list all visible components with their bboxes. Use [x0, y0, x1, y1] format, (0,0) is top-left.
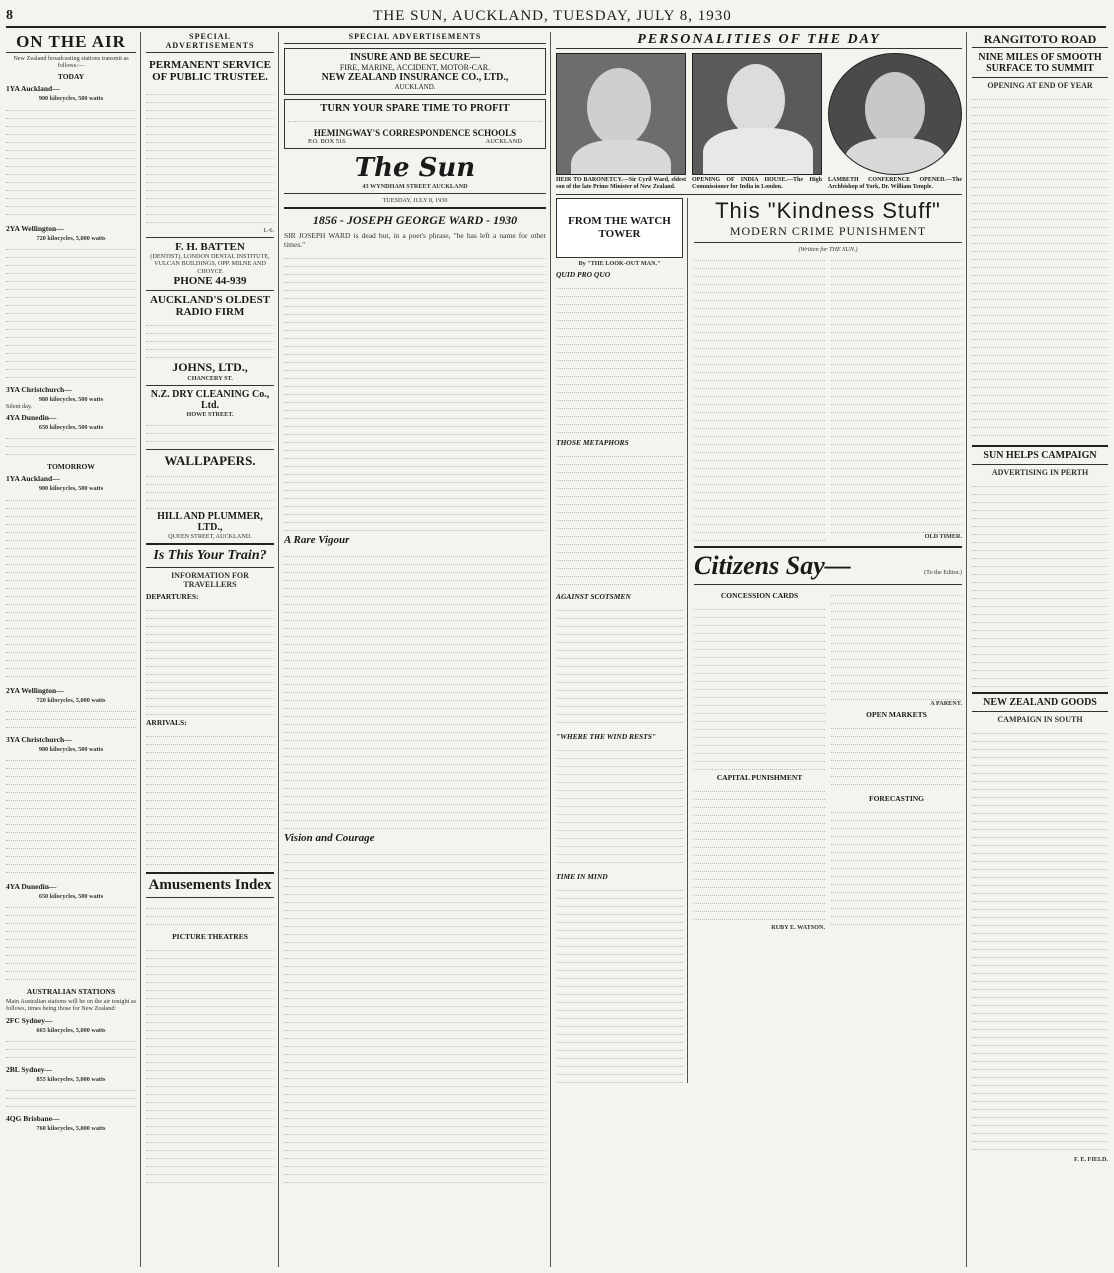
letter-body [831, 721, 962, 791]
kindness-body [831, 253, 962, 533]
watch-tower-logo [556, 198, 683, 258]
station-name: 2YA Wellington— [6, 685, 64, 695]
special-ads-header: SPECIAL ADVERTISEMENTS [146, 32, 274, 53]
arrivals-heading: ARRIVALS: [146, 718, 187, 728]
insurance-line: INSURE AND BE SECURE— [349, 52, 481, 63]
station-name: 4YA Dunedin— [6, 413, 57, 423]
station-name: 1YA Auckland— [6, 84, 60, 94]
train-subtitle: INFORMATION FOR TRAVELLERS [171, 571, 249, 590]
column-item-body [556, 281, 683, 435]
news-body [972, 479, 1108, 689]
citizens-headline: Citizens Say— [694, 551, 851, 581]
station-name: 4YA Dunedin— [6, 882, 57, 892]
ad-drycleaning-name: N.Z. DRY CLEANING Co., Ltd. [150, 389, 270, 412]
portrait-photo [828, 53, 962, 175]
station-freq: 900 kilocycles, 500 watts [38, 485, 104, 493]
programme-text [6, 493, 136, 683]
subhead-vision: Vision and Courage [284, 832, 375, 845]
station-name: 2YA Wellington— [6, 223, 64, 233]
column-item-body [556, 743, 683, 869]
arrivals-list [146, 729, 274, 869]
ad-wallpapers-addr: QUEEN STREET, AUCKLAND. [168, 533, 252, 541]
corr-box: P.O. BOX 516 [308, 138, 346, 145]
logo-date: TUESDAY, JULY 8, 1930 [382, 197, 448, 205]
programme-text [6, 242, 136, 382]
photo-caption: OPENING OF INDIA HOUSE.—The High Commissioner for India in London. [692, 177, 822, 190]
section-heading: ON THE AIR [6, 32, 136, 53]
theatres-list [146, 943, 274, 1183]
australian-heading: AUSTRALIAN STATIONS [26, 987, 116, 997]
column-rule [140, 32, 141, 1267]
station-freq: 760 kilocycles, 5,000 watts [36, 1125, 106, 1133]
station-freq: 980 kilocycles, 500 watts [38, 745, 104, 753]
letter-heading: CAPITAL PUNISHMENT [716, 773, 803, 783]
logo-address: 43 WYNDHAM STREET AUCKLAND [362, 183, 468, 190]
ad-wallpapers-title: WALLPAPERS. [164, 453, 256, 469]
letter-heading: FORECASTING [868, 794, 924, 804]
correspondence-ad [284, 99, 546, 149]
subhead-rare-vigour: A Rare Vigour [284, 534, 350, 547]
special-ads-header: SPECIAL ADVERTISEMENTS [284, 32, 546, 44]
corr-city: AUCKLAND [485, 138, 522, 145]
programme-text [6, 900, 136, 984]
news-body [972, 726, 1108, 1156]
kindness-subhead: MODERN CRIME PUNISHMENT [729, 224, 927, 238]
station-freq: 650 kilocycles, 500 watts [38, 893, 104, 901]
ad-batten-phone: PHONE 44-939 [173, 274, 247, 287]
column-special-ads [146, 32, 274, 1267]
station-freq: 855 kilocycles, 5,000 watts [36, 1075, 106, 1083]
programme-text [6, 1083, 136, 1111]
letter-body [694, 784, 825, 924]
ad-public-trustee-title: PERMANENT SERVICE OF PUBLIC TRUSTEE. [149, 59, 271, 83]
programme-text [6, 704, 136, 732]
station-freq: 720 kilocycles, 5,000 watts [36, 234, 106, 242]
ad-drycleaning-street: HOWE STREET. [186, 411, 234, 419]
amusements-list [146, 901, 274, 929]
intro-text: New Zealand broadcasting stations transmit as follows:— [13, 55, 129, 70]
kindness-headline: This "Kindness Stuff" [715, 198, 941, 223]
news-subhead: OPENING AT END OF YEAR [987, 81, 1093, 90]
station-name: 4QG Brisbane— [6, 1114, 60, 1124]
ad-body [146, 318, 274, 360]
ad-body [146, 87, 274, 227]
column-item-heading: THOSE METAPHORS [556, 438, 629, 448]
kindness-body [694, 253, 825, 543]
news-heading: RANGITOTO ROAD [972, 32, 1108, 48]
masthead-title: THE SUN, AUCKLAND, TUESDAY, JULY 8, 1930 [373, 7, 732, 24]
station-name: 3YA Christchurch— [6, 384, 72, 394]
insurance-line: AUCKLAND. [394, 83, 436, 91]
news-signature: F. E. FIELD. [1074, 1156, 1108, 1163]
editorial-body [284, 847, 546, 1187]
station-freq: 980 kilocycles, 500 watts [38, 395, 104, 403]
ad-batten-sub: (DENTIST), LONDON DENTAL INSTITUTE, VULCAN BUILDINGS, OPP. MILNE AND CHOYCE [150, 253, 270, 275]
station-name: 2FC Sydney— [6, 1015, 53, 1025]
letter-body [694, 602, 825, 770]
programme-text [6, 103, 136, 221]
corr-line: TURN YOUR SPARE TIME TO PROFIT [320, 103, 510, 114]
news-heading: SUN HELPS CAMPAIGN [983, 450, 1097, 461]
citizens-sub: (To the Editor.) [924, 569, 962, 577]
column-on-the-air [6, 32, 136, 1267]
train-title: Is This Your Train? [153, 548, 267, 564]
station-name: 3YA Christchurch— [6, 734, 72, 744]
today-heading: TODAY [57, 72, 85, 82]
insurance-ad [284, 48, 546, 95]
ad-radio-street: CHANCERY ST. [187, 374, 233, 382]
column-personalities [556, 32, 962, 1267]
amusements-title: Amusements Index [148, 877, 272, 894]
letter-signature: A PARENT. [930, 700, 962, 708]
ad-radio-firm: JOHNS, LTD., [172, 359, 248, 374]
watch-tower-byline: By "THE LOOK-OUT MAN." [578, 260, 661, 267]
letter-heading: CONCESSION CARDS [720, 591, 799, 601]
news-heading: NEW ZEALAND GOODS [983, 697, 1097, 708]
station-freq: 665 kilocycles, 5,000 watts [36, 1026, 106, 1034]
column-editorial [284, 32, 546, 1267]
station-name: 2BL Sydney— [6, 1064, 53, 1074]
column-item-heading: AGAINST SCOTSMEN [556, 592, 631, 602]
column-rule [278, 32, 279, 1267]
station-freq: 650 kilocycles, 500 watts [38, 424, 104, 432]
kindness-credit: (Written for THE SUN.) [798, 246, 858, 253]
personalities-heading: PERSONALITIES OF THE DAY [556, 32, 962, 49]
insurance-line: FIRE, MARINE, ACCIDENT, MOTOR-CAR. [339, 63, 491, 72]
editorial-lead: SIR JOSEPH WARD is dead but, in a poet's phrase, "he has left a name for other times." [284, 231, 546, 249]
page-number: 8 [6, 8, 13, 23]
column-item-body [556, 449, 683, 589]
column-rule [550, 32, 551, 1267]
masthead [6, 6, 1106, 28]
editorial-title: 1856 - JOSEPH GEORGE WARD - 1930 [312, 213, 518, 228]
corr-line: HEMINGWAY'S CORRESPONDENCE SCHOOLS [313, 128, 517, 138]
watch-tower-title: FROM THE WATCH TOWER [568, 215, 671, 240]
news-subhead: NINE MILES OF SMOOTH SURFACE TO SUMMIT [978, 52, 1102, 74]
column-item-heading: QUID PRO QUO [556, 270, 611, 280]
departures-list [146, 603, 274, 715]
ad-body [146, 469, 274, 511]
ad-wallpapers-firm: HILL AND PLUMMER, LTD., [157, 511, 263, 534]
photo-caption: LAMBETH CONFERENCE OPENED.—The Archbishop of York, Dr. William Temple. [828, 177, 962, 190]
programme-text [6, 1034, 136, 1062]
column-item-heading: TIME IN MIND [556, 872, 608, 882]
photo-row [556, 53, 962, 191]
programme-text [6, 431, 136, 459]
ad-body [146, 418, 274, 446]
column-rule [966, 32, 967, 1267]
kindness-signature: OLD TIMER. [924, 533, 962, 541]
sun-logo: The Sun [354, 153, 476, 183]
letter-heading: OPEN MARKETS [866, 710, 927, 720]
programme-text [6, 753, 136, 879]
column-item-body [556, 603, 683, 729]
column-item-body [556, 883, 683, 1083]
column-news [972, 32, 1108, 1267]
station-freq: 900 kilocycles, 500 watts [38, 95, 104, 103]
news-body [972, 92, 1108, 442]
letter-body [831, 805, 962, 931]
column-item-heading: "WHERE THE WIND RESTS" [556, 732, 657, 742]
portrait-photo [556, 53, 686, 175]
picture-theatres-heading: PICTURE THEATRES [172, 932, 248, 942]
news-subhead: ADVERTISING IN PERTH [991, 468, 1089, 477]
editorial-body [284, 549, 546, 829]
australian-intro: Main Australian stations will be on the air tonight as follows, times being those for New Zealand: [6, 998, 136, 1013]
letter-body [831, 588, 962, 700]
departures-heading: DEPARTURES: [146, 592, 199, 602]
ad-tag: L-6. [263, 227, 274, 234]
portrait-photo [692, 53, 822, 175]
ad-batten-name: F. H. BATTEN [175, 241, 245, 254]
photo-caption: HEIR TO BARONETCY.—Sir Cyril Ward, eldest son of the late Prime Minister of New Zealand. [556, 177, 686, 190]
station-note: Silent day. [6, 403, 33, 411]
insurance-line: NEW ZEALAND INSURANCE CO., LTD., [321, 72, 509, 83]
station-name: 1YA Auckland— [6, 474, 60, 484]
editorial-body [284, 251, 546, 531]
station-freq: 720 kilocycles, 5,000 watts [36, 696, 106, 704]
ad-radio-title: AUCKLAND'S OLDEST RADIO FIRM [149, 293, 271, 318]
tomorrow-heading: TOMORROW [47, 462, 95, 472]
news-subhead: CAMPAIGN IN SOUTH [997, 715, 1083, 724]
letter-signature: RUBY E. WATSON. [771, 924, 825, 932]
